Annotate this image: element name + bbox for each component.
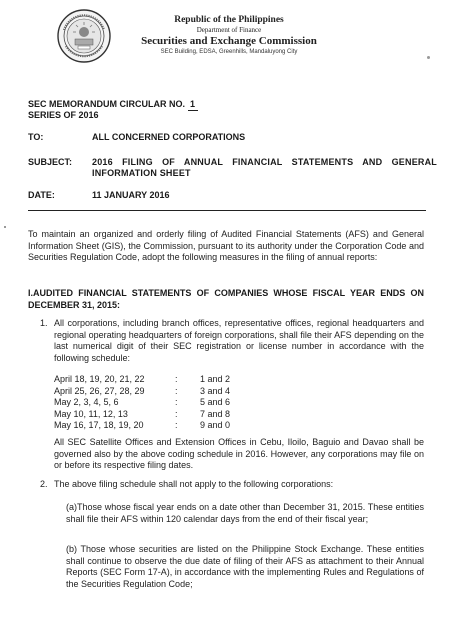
subject-label: SUBJECT: (28, 157, 73, 167)
schedule-row (54, 420, 304, 432)
item-2-text: The above filing schedule shall not apply to the following corporations: (54, 479, 334, 489)
item-1-text: All corporations, including branch offices, representative offices, regional headquarters and regional operating headquarters of foreign corporations, shall file their AFS depending on the last numerical digit of their SEC registration or license number in accordance with the following schedule: (54, 318, 424, 363)
schedule-digits: 9 and 0 (200, 420, 231, 431)
schedule-row (54, 409, 304, 421)
circular-number: 1 (188, 99, 198, 111)
letterhead-agency: Securities and Exchange Commission (141, 35, 317, 47)
schedule-dates: April 18, 19, 20, 21, 22 (54, 374, 145, 384)
item-2-sub-b: (b) Those whose securities are listed on the Philippine Stock Exchange. These entities shall continue to observe the due date of filing of their AFS as attachment to their Annual Reports (SEC Form 17-A), in accordance with the implementing Rules and Regulations of the Securities Regulation Code; (66, 544, 424, 589)
schedule-row (54, 397, 304, 409)
letterhead (114, 15, 344, 56)
letterhead-department: Department of Finance (196, 26, 262, 34)
section-heading: I.AUDITED FINANCIAL STATEMENTS OF COMPANIES WHOSE FISCAL YEAR ENDS ON DECEMBER 31, 2015: (28, 288, 424, 310)
to-label: TO: (28, 132, 44, 142)
satellite-offices-note: All SEC Satellite Offices and Extension Offices in Cebu, Iloilo, Baguio and Davao shall be governed also by the above coding schedule in 2016. However, any corporations may file on or before its respective filing dates. (54, 437, 424, 471)
schedule-dates: May 2, 3, 4, 5, 6 (54, 397, 119, 408)
letterhead-country: Republic of the Philippines (174, 15, 284, 25)
schedule-digits: 5 and 6 (200, 397, 231, 408)
schedule-dates: May 16, 17, 18, 19, 20 (54, 420, 144, 431)
intro-paragraph: To maintain an organized and orderly filing of Audited Financial Statements (AFS) and General Information Sheet (GIS), the Commission, pursuant to its authority under the Corporation Code and Securities Regulation Code, adopt the following measures in the filing of annual reports: (28, 229, 424, 263)
letterhead-address: SEC Building, EDSA, Greenhills, Mandaluyong City (160, 49, 298, 55)
to-value: ALL CONCERNED CORPORATIONS (92, 132, 246, 142)
filing-schedule (54, 374, 304, 432)
header-divider (28, 210, 426, 211)
schedule-digits: 3 and 4 (200, 385, 231, 396)
sec-seal-logo (56, 8, 112, 64)
item-2-sub-a: (a)Those whose fiscal year ends on a date other than December 31, 2015. These entities shall file their AFS within 120 calendar days from the end of their fiscal year; (66, 502, 424, 524)
item-1-number: 1. (40, 318, 48, 328)
schedule-digits: 7 and 8 (200, 408, 231, 419)
date-label: DATE: (28, 190, 55, 200)
schedule-separator: : (175, 397, 178, 408)
schedule-row (54, 374, 304, 386)
subject-value: 2016 FILING OF ANNUAL FINANCIAL STATEMENTS AND GENERAL INFORMATION SHEET (92, 157, 437, 178)
schedule-separator: : (175, 374, 178, 384)
schedule-separator: : (175, 420, 178, 431)
schedule-separator: : (175, 385, 178, 396)
scan-speck (427, 56, 430, 59)
date-value: 11 JANUARY 2016 (92, 190, 170, 200)
schedule-dates: April 25, 26, 27, 28, 29 (54, 385, 145, 396)
series-year: SERIES OF 2016 (28, 110, 99, 120)
schedule-dates: May 10, 11, 12, 13 (54, 408, 128, 419)
circular-label: SEC MEMORANDUM CIRCULAR NO. (28, 99, 185, 109)
scan-speck-left (4, 226, 6, 228)
item-2-number: 2. (40, 479, 48, 489)
schedule-separator: : (175, 408, 178, 419)
schedule-row (54, 386, 304, 398)
schedule-digits: 1 and 2 (200, 374, 231, 384)
